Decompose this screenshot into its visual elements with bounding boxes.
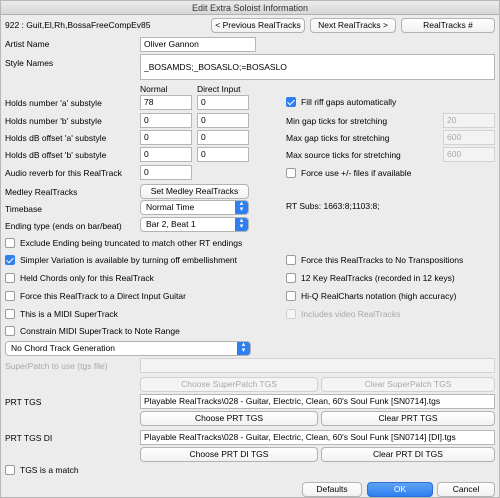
holds-label: Holds number 'a' substyle — [5, 98, 102, 108]
tgs-match-label: TGS is a match — [20, 465, 79, 475]
prt-tgs-di-label: PRT TGS DI — [5, 433, 53, 443]
holds-label: Holds number 'b' substyle — [5, 116, 102, 126]
twelve-key-checkbox[interactable] — [286, 272, 455, 284]
timebase-value: Normal Time — [146, 202, 195, 212]
checkbox-unchecked-icon — [286, 273, 296, 283]
max-gap-ticks-label: Max gap ticks for stretching — [286, 133, 390, 143]
next-realtracks-button[interactable]: Next RealTracks > — [310, 18, 396, 33]
max-source-ticks-input[interactable]: 600 — [443, 147, 495, 162]
checkbox-unchecked-icon — [5, 291, 15, 301]
normal-column-header: Normal — [140, 84, 168, 94]
checkbox-checked-icon — [5, 255, 15, 265]
holds-label: Holds dB offset 'a' substyle — [5, 133, 107, 143]
constrain-midi-label: Constrain MIDI SuperTrack to Note Range — [20, 326, 180, 336]
previous-realtracks-button[interactable]: < Previous RealTracks — [211, 18, 305, 33]
holds-normal-input[interactable]: 0 — [140, 113, 192, 128]
checkbox-unchecked-icon — [5, 465, 15, 475]
clear-superpatch-button[interactable]: Clear SuperPatch TGS — [321, 377, 495, 392]
simpler-variation-checkbox[interactable] — [5, 254, 237, 266]
held-chords-checkbox[interactable] — [5, 272, 154, 284]
checkbox-unchecked-icon — [5, 238, 15, 248]
force-use-files-checkbox[interactable] — [286, 167, 411, 179]
fill-riff-gaps-checkbox[interactable] — [286, 96, 396, 108]
prt-tgs-label: PRT TGS — [5, 397, 42, 407]
max-gap-ticks-input[interactable]: 600 — [443, 130, 495, 145]
checkbox-unchecked-icon — [286, 168, 296, 178]
held-chords-label: Held Chords only for this RealTrack — [20, 273, 154, 283]
exclude-ending-label: Exclude Ending being truncated to match other RT endings — [20, 238, 243, 248]
choose-superpatch-button[interactable]: Choose SuperPatch TGS — [140, 377, 318, 392]
ending-type-select[interactable] — [140, 217, 249, 232]
timebase-select[interactable] — [140, 200, 249, 215]
choose-prt-tgs-button[interactable]: Choose PRT TGS — [140, 411, 318, 426]
set-medley-realtracks-button[interactable]: Set Medley RealTracks — [140, 184, 249, 199]
audio-reverb-input[interactable]: 0 — [140, 165, 192, 180]
direct-input-column-header: Direct Input — [197, 84, 241, 94]
choose-prt-di-tgs-button[interactable]: Choose PRT DI TGS — [140, 447, 318, 462]
hiq-notation-label: Hi-Q RealCharts notation (high accuracy) — [301, 291, 457, 301]
constrain-midi-checkbox[interactable] — [5, 325, 180, 337]
holds-label: Holds dB offset 'b' substyle — [5, 150, 107, 160]
holds-normal-input[interactable]: 0 — [140, 147, 192, 162]
timebase-label: Timebase — [5, 204, 43, 214]
holds-direct-input[interactable]: 0 — [197, 130, 249, 145]
artist-name-label: Artist Name — [5, 39, 50, 49]
min-gap-ticks-input[interactable]: 20 — [443, 113, 495, 128]
ok-button[interactable]: OK — [367, 482, 433, 497]
twelve-key-label: 12 Key RealTracks (recorded in 12 keys) — [301, 273, 455, 283]
cancel-button[interactable]: Cancel — [437, 482, 495, 497]
clear-prt-tgs-button[interactable]: Clear PRT TGS — [321, 411, 495, 426]
checkbox-unchecked-icon — [5, 326, 15, 336]
defaults-button[interactable]: Defaults — [302, 482, 362, 497]
style-names-input[interactable]: _BOSAMDS;_BOSASLO;=BOSASLO — [140, 54, 495, 80]
chord-generation-select[interactable] — [5, 341, 251, 356]
holds-normal-input[interactable]: 0 — [140, 130, 192, 145]
force-use-files-label: Force use +/- files if available — [301, 168, 412, 178]
prt-tgs-input[interactable]: Playable RealTracks\028 - Guitar, Electric, Clean, 60's Soul Funk [SN0714].tgs — [140, 394, 495, 409]
holds-direct-input[interactable]: 0 — [197, 113, 249, 128]
holds-direct-input[interactable]: 0 — [197, 95, 249, 110]
hiq-notation-checkbox[interactable] — [286, 290, 456, 302]
tgs-match-checkbox[interactable] — [5, 464, 79, 476]
holds-direct-input[interactable]: 0 — [197, 147, 249, 162]
min-gap-ticks-label: Min gap ticks for stretching — [286, 116, 388, 126]
midi-supertrack-checkbox[interactable] — [5, 308, 118, 320]
style-names-label: Style Names — [5, 58, 54, 68]
holds-normal-input[interactable]: 78 — [140, 95, 192, 110]
no-transpositions-label: Force this RealTracks to No Transpositions — [301, 255, 464, 265]
select-arrows-icon: ▴ ▾ — [237, 342, 250, 355]
select-arrows-icon: ▴ ▾ — [235, 201, 248, 214]
max-source-ticks-label: Max source ticks for stretching — [286, 150, 401, 160]
window-title: Edit Extra Soloist Information — [1, 1, 499, 15]
checkbox-checked-icon — [286, 97, 296, 107]
video-realtracks-label: Includes video RealTracks — [301, 309, 401, 319]
force-direct-input-checkbox[interactable] — [5, 290, 186, 302]
artist-name-input[interactable]: Oliver Gannon — [140, 37, 256, 52]
prt-tgs-di-input[interactable]: Playable RealTracks\028 - Guitar, Electric, Clean, 60's Soul Funk [SN0714] [DI].tgs — [140, 430, 495, 445]
superpatch-input[interactable] — [140, 358, 495, 373]
video-realtracks-checkbox[interactable] — [286, 308, 400, 320]
checkbox-unchecked-icon — [5, 309, 15, 319]
clear-prt-di-tgs-button[interactable]: Clear PRT DI TGS — [321, 447, 495, 462]
force-direct-input-label: Force this RealTrack to a Direct Input Guitar — [20, 291, 186, 301]
ending-type-label: Ending type (ends on bar/beat) — [5, 221, 122, 231]
medley-realtracks-label: Medley RealTracks — [5, 187, 78, 197]
rt-subs-label: RT Subs: 1663:8;1103:8; — [286, 201, 380, 211]
superpatch-label: SuperPatch to use (tgs file) — [5, 361, 108, 371]
no-transpositions-checkbox[interactable] — [286, 254, 463, 266]
fill-riff-gaps-label: Fill riff gaps automatically — [301, 97, 397, 107]
checkbox-unchecked-icon — [286, 255, 296, 265]
realtracks-number-button[interactable]: RealTracks # — [401, 18, 495, 33]
checkbox-disabled-icon — [286, 309, 296, 319]
audio-reverb-label: Audio reverb for this RealTrack — [5, 168, 122, 178]
chord-generation-value: No Chord Track Generation — [11, 343, 115, 353]
checkbox-unchecked-icon — [5, 273, 15, 283]
simpler-variation-label: Simpler Variation is available by turning off embellishment — [20, 255, 238, 265]
midi-supertrack-label: This is a MIDI SuperTrack — [20, 309, 118, 319]
track-id-label: 922 : Guit,El,Rh,BossaFreeCompEv85 — [5, 20, 151, 30]
select-arrows-icon: ▴ ▾ — [235, 218, 248, 231]
checkbox-unchecked-icon — [286, 291, 296, 301]
exclude-ending-checkbox[interactable] — [5, 237, 242, 249]
ending-type-value: Bar 2, Beat 1 — [146, 219, 196, 229]
